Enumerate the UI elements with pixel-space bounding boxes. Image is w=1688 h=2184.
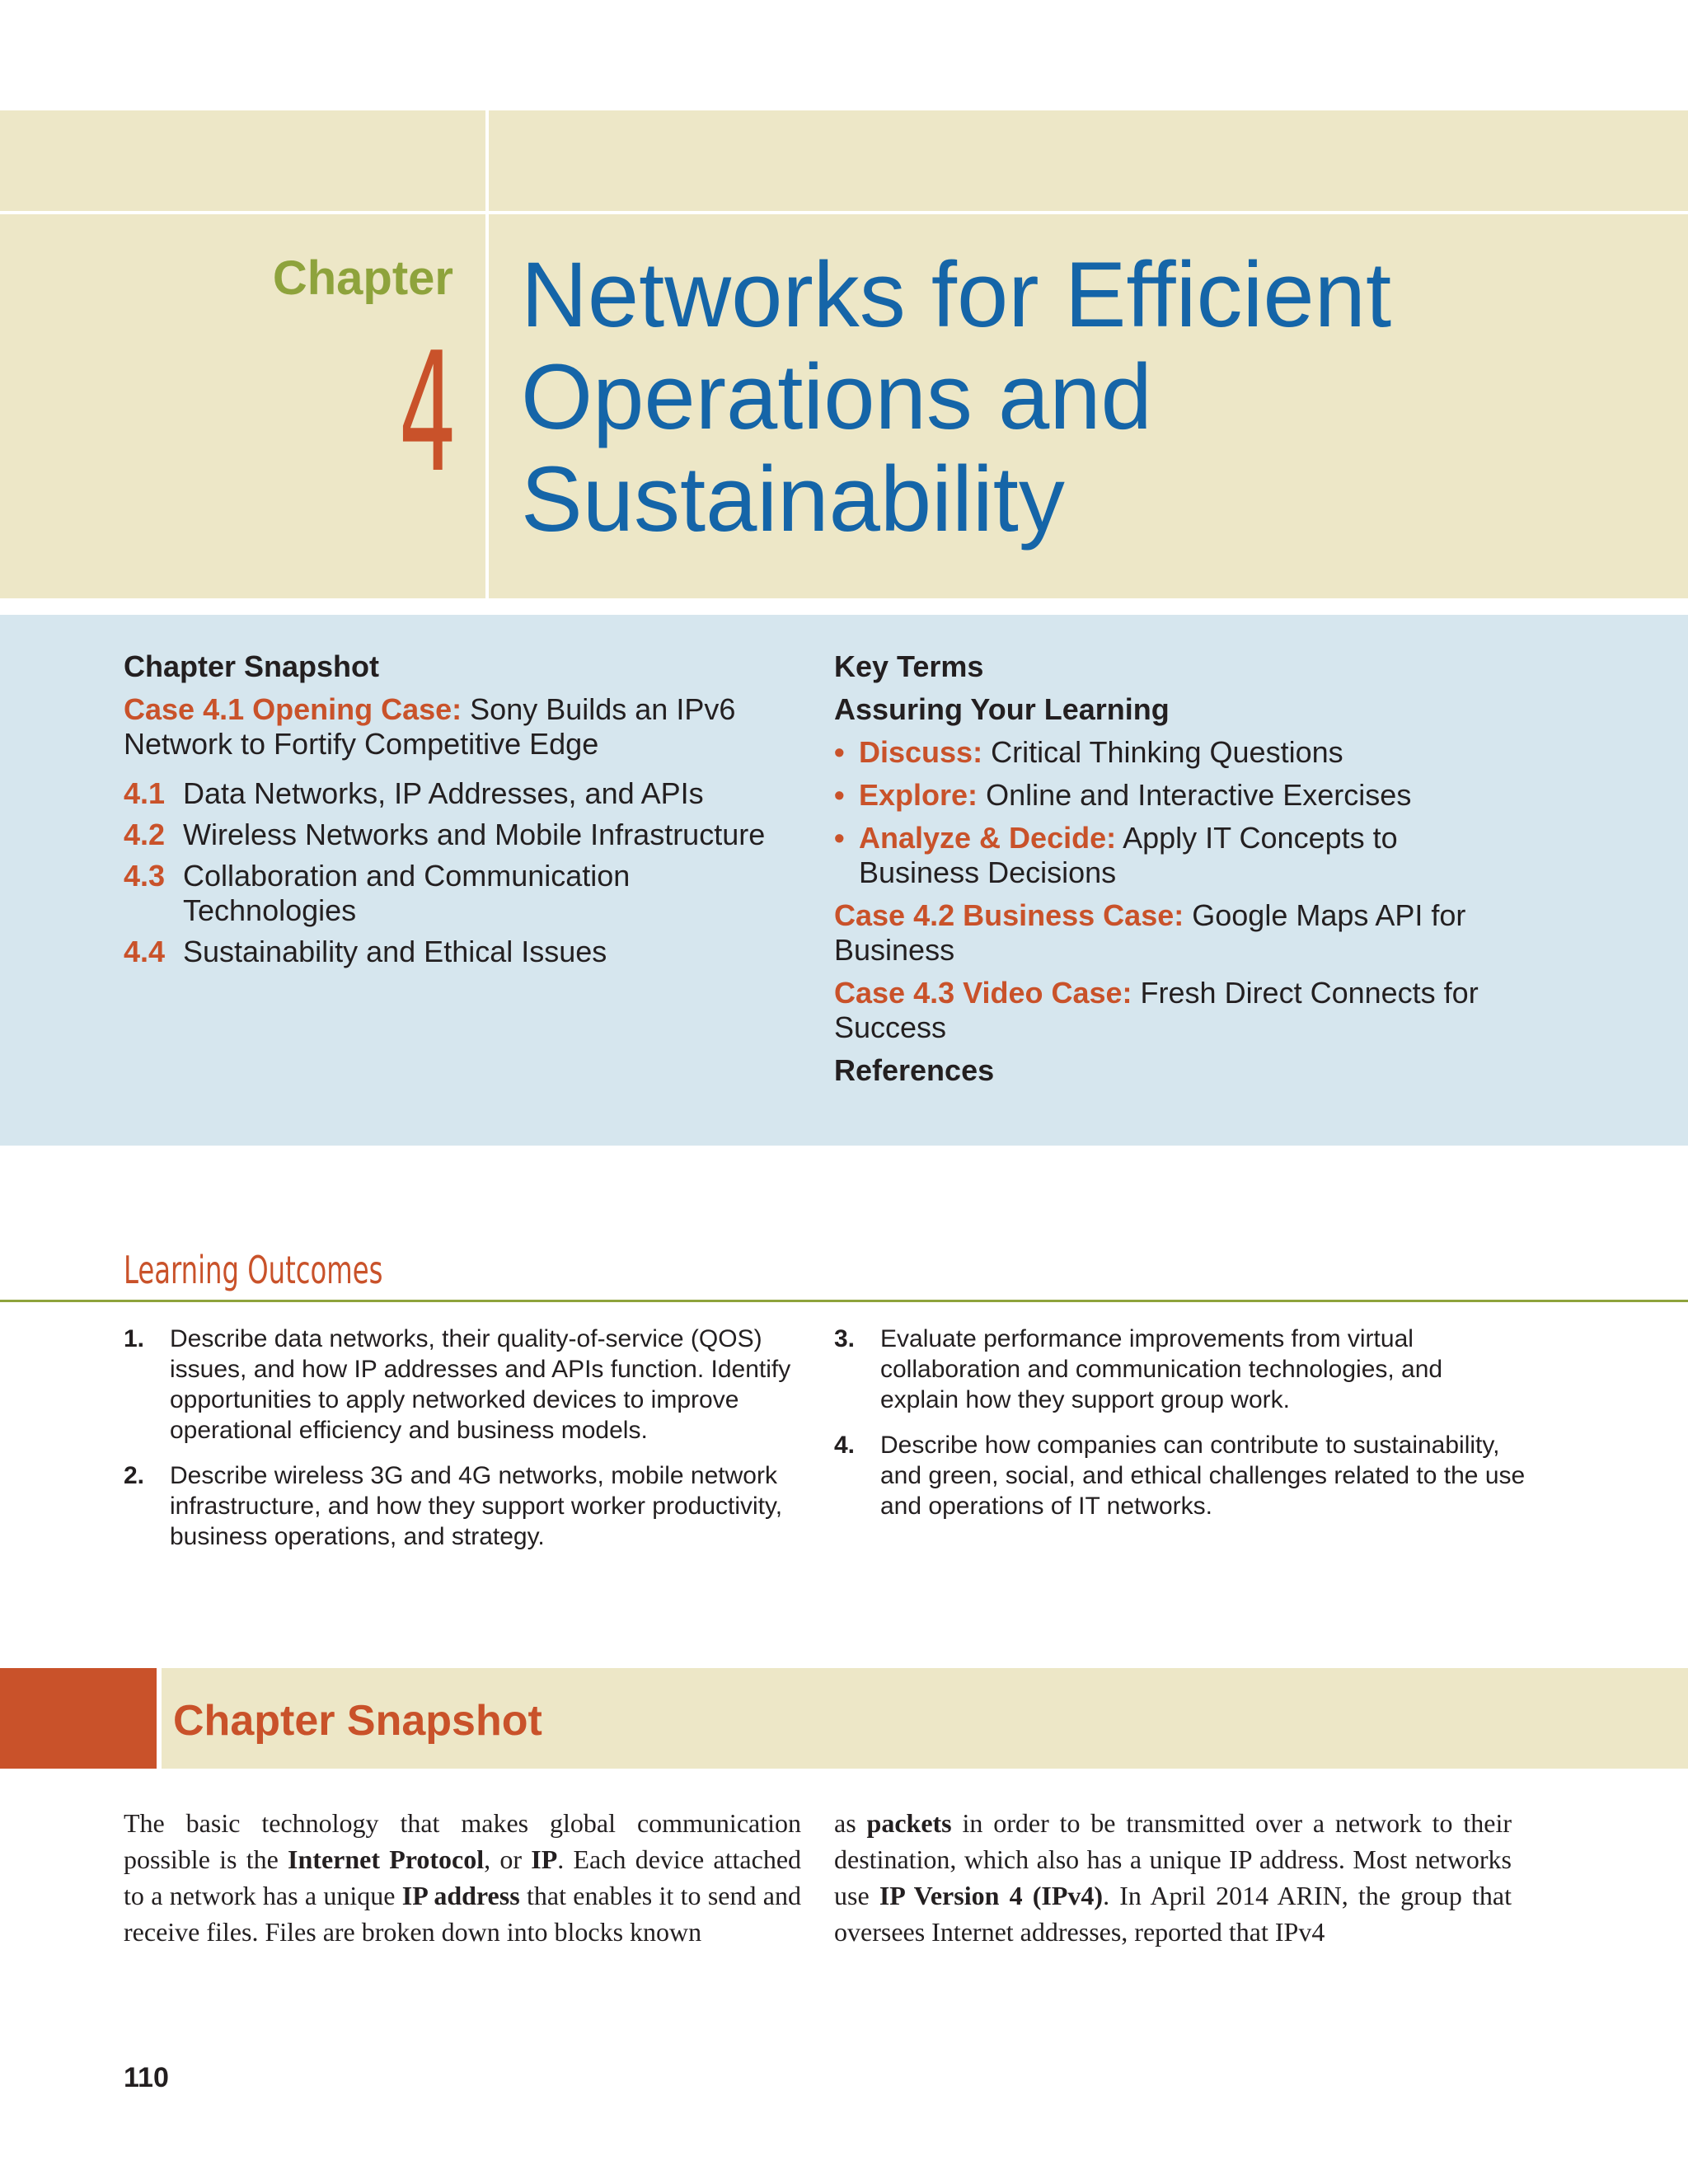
chapter-title-line: Operations and bbox=[521, 345, 1152, 448]
learning-outcomes-title: Learning Outcomes bbox=[124, 1248, 383, 1292]
outcome-number: 4. bbox=[834, 1432, 856, 1459]
chapter-outline-panel bbox=[0, 615, 1688, 1146]
key-term: IP bbox=[531, 1844, 558, 1874]
section-item bbox=[124, 859, 799, 928]
chapter-title-line: Networks for Efficient bbox=[521, 243, 1392, 346]
bullet-icon: • bbox=[834, 821, 845, 855]
outcome-text: Describe wireless 3G and 4G networks, mobile network infrastructure, and how they support worker productivity, business operations, and strategy. bbox=[170, 1462, 783, 1550]
key-term: Internet Protocol bbox=[288, 1844, 485, 1874]
chapter-label: Chapter bbox=[272, 251, 453, 305]
chapter-header-band bbox=[0, 110, 1688, 598]
bullet-item bbox=[834, 821, 1510, 890]
case-label: Case 4.3 Video Case: bbox=[834, 976, 1132, 1010]
chapter-number: 4 bbox=[398, 317, 457, 509]
chapter-snapshot-banner bbox=[0, 1668, 1688, 1769]
body-text: in order to be transmitted over a network to their destination, which also has a unique IP address. Most networks use bbox=[834, 1808, 1512, 1910]
banner-accent-gap bbox=[157, 1668, 162, 1769]
section-item bbox=[124, 776, 799, 811]
bullet-label: Analyze & Decide: bbox=[859, 821, 1117, 855]
outline-left-column bbox=[124, 649, 799, 976]
section-title: Collaboration and Communication Technologies bbox=[183, 859, 631, 927]
page-number: 110 bbox=[124, 2062, 169, 2093]
section-title: Data Networks, IP Addresses, and APIs bbox=[183, 776, 704, 810]
assuring-learning-heading: Assuring Your Learning bbox=[834, 692, 1170, 726]
outcome-text: Evaluate performance improvements from virtual collaboration and communication technologies, and explain how they support group work. bbox=[880, 1325, 1443, 1413]
outline-heading: Chapter Snapshot bbox=[124, 649, 380, 683]
case-label: Case 4.1 Opening Case: bbox=[124, 692, 462, 726]
body-text: as bbox=[834, 1808, 867, 1838]
section-number: 4.4 bbox=[124, 935, 166, 968]
key-terms-heading: Key Terms bbox=[834, 649, 984, 683]
key-term: IP address bbox=[401, 1881, 520, 1910]
bullet-text: Critical Thinking Questions bbox=[991, 735, 1343, 769]
bullet-label: Explore: bbox=[859, 778, 978, 812]
body-text: . In April 2014 ARIN, the group that oversees Internet addresses, reported that IPv4 bbox=[834, 1881, 1512, 1947]
learning-outcomes-rule bbox=[0, 1300, 1688, 1302]
banner-accent-block bbox=[0, 1668, 157, 1769]
outcome-number: 2. bbox=[124, 1462, 145, 1489]
bullet-item bbox=[834, 778, 1510, 813]
section-number: 4.3 bbox=[124, 859, 166, 893]
chapter-title bbox=[521, 244, 1658, 551]
bullet-text: Apply IT Concepts to Business Decisions bbox=[859, 821, 1398, 889]
outcome-item bbox=[834, 1324, 1526, 1415]
outcome-text: Describe how companies can contribute to sustainability, and green, social, and ethical challenges related to the use and operations of IT networks. bbox=[880, 1432, 1526, 1520]
outcome-text: Describe data networks, their quality-of-service (QOS) issues, and how IP addresses and APIs function. Identify opportunities to apply networked devices to improve operational efficiency and business models. bbox=[170, 1325, 791, 1444]
section-number: 4.1 bbox=[124, 776, 166, 810]
section-item bbox=[124, 818, 799, 852]
references-heading: References bbox=[834, 1053, 995, 1087]
header-divider-horizontal bbox=[0, 211, 1688, 214]
outcome-item bbox=[124, 1460, 799, 1552]
outcome-number: 1. bbox=[124, 1325, 145, 1352]
opening-case bbox=[124, 692, 799, 762]
section-title: Wireless Networks and Mobile Infrastructure bbox=[183, 818, 766, 851]
outcome-item bbox=[124, 1324, 799, 1446]
section-item bbox=[124, 935, 799, 969]
bullet-item bbox=[834, 735, 1510, 770]
body-text: , or bbox=[484, 1844, 532, 1874]
case-text: Sony Builds an IPv6 Network to Fortify Competitive Edge bbox=[124, 692, 736, 761]
snapshot-body-right bbox=[834, 1805, 1512, 1950]
chapter-snapshot-title: Chapter Snapshot bbox=[173, 1697, 542, 1745]
case-text: Fresh Direct Connects for Success bbox=[834, 976, 1479, 1044]
body-text: The basic technology that makes global communication possible is the bbox=[124, 1808, 801, 1874]
body-text: that enables it to send and receive files. Files are broken down into blocks known bbox=[124, 1881, 801, 1947]
body-text: . Each device attached to a network has a unique bbox=[124, 1844, 802, 1910]
bullet-text: Online and Interactive Exercises bbox=[986, 778, 1412, 812]
bullet-label: Discuss: bbox=[859, 735, 983, 769]
header-separator bbox=[0, 598, 1688, 615]
section-number: 4.2 bbox=[124, 818, 166, 851]
snapshot-body-left bbox=[124, 1805, 801, 1950]
outcome-item bbox=[834, 1430, 1526, 1521]
key-term: packets bbox=[866, 1808, 952, 1838]
case-label: Case 4.2 Business Case: bbox=[834, 898, 1184, 932]
video-case bbox=[834, 976, 1510, 1045]
case-text: Google Maps API for Business bbox=[834, 898, 1466, 967]
key-term: IP Version 4 (IPv4) bbox=[879, 1881, 1104, 1910]
learning-outcomes-left bbox=[124, 1324, 799, 1567]
outline-right-column bbox=[834, 649, 1510, 1096]
header-divider-vertical bbox=[485, 110, 489, 598]
business-case bbox=[834, 898, 1510, 968]
section-title: Sustainability and Ethical Issues bbox=[183, 935, 607, 968]
bullet-icon: • bbox=[834, 778, 845, 812]
outcome-number: 3. bbox=[834, 1325, 856, 1352]
bullet-icon: • bbox=[834, 735, 845, 769]
learning-outcomes-right bbox=[834, 1324, 1526, 1536]
chapter-title-line: Sustainability bbox=[521, 448, 1065, 551]
